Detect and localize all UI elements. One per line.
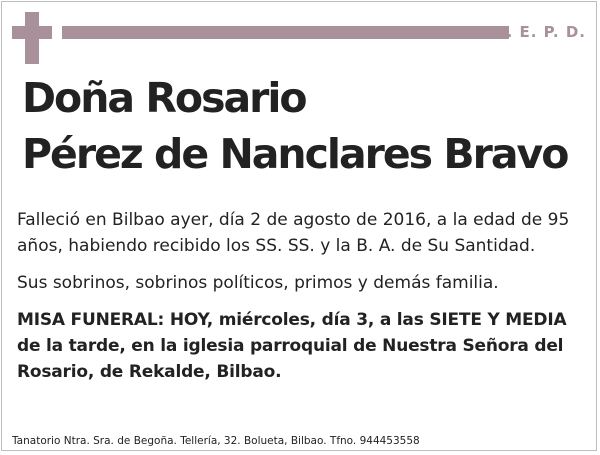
qepd-label: Q. E. P. D. — [492, 23, 586, 41]
obituary-notice — [1, 1, 597, 451]
death-notice-text: Falleció en Bilbao ayer, día 2 de agosto de 2016, a la edad de 95 años, habiendo recibido los SS. SS. y la B. A. de Su Santidad. — [17, 210, 570, 256]
deceased-name — [22, 70, 592, 182]
notice-body — [17, 207, 587, 396]
family-text: Sus sobrinos, sobrinos políticos, primos y demás familia. — [17, 273, 499, 293]
funeral-home-footer: Tanatorio Ntra. Sra. de Begoña. Tellería, 32. Bolueta, Bilbao. Tfno. 944453558 — [12, 435, 420, 447]
deceased-name-line-2: Pérez de Nanclares Bravo — [22, 130, 568, 178]
header-rule — [62, 26, 509, 39]
cross-horizontal-bar — [12, 26, 52, 39]
deceased-name-line-1: Doña Rosario — [22, 74, 306, 122]
funeral-text: MISA FUNERAL: HOY, miércoles, día 3, a las SIETE Y MEDIA de la tarde, en la iglesia parroquial de Nuestra Señora del Rosario, de Rekalde, Bilbao. — [17, 310, 567, 382]
